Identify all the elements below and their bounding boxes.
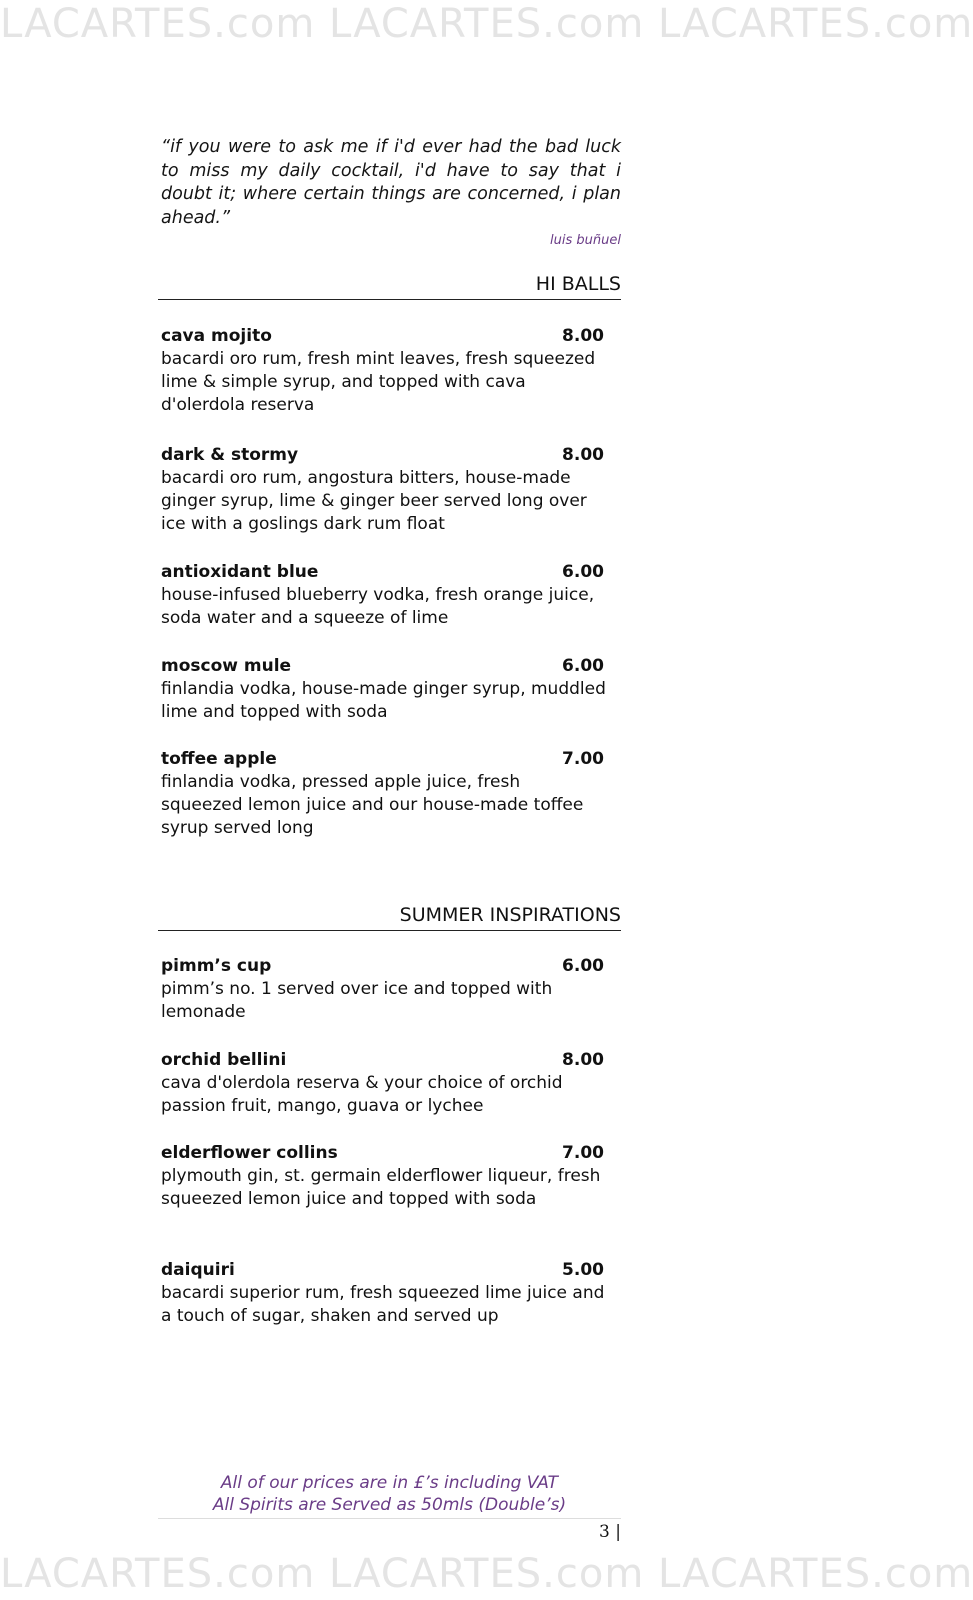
menu-item xyxy=(161,1259,606,1328)
item-price: 6.00 xyxy=(562,956,604,976)
menu-item xyxy=(161,1049,606,1118)
item-name: daiquiri xyxy=(161,1260,235,1280)
menu-item xyxy=(161,1142,606,1211)
item-name: orchid bellini xyxy=(161,1050,287,1070)
spirits-note: All Spirits are Served as 50mls (Double’s) xyxy=(212,1495,567,1515)
price-note: All of our prices are in £’s including VAT xyxy=(220,1473,559,1493)
page-number: 3 | xyxy=(599,1522,621,1542)
menu-item xyxy=(161,325,606,417)
item-description: bacardi superior rum, fresh squeezed lime juice and a touch of sugar, shaken and served up xyxy=(161,1283,605,1326)
watermark-top: LACARTES.com LACARTES.com LACARTES.com xyxy=(0,1,973,47)
menu-item xyxy=(161,955,606,1024)
footer-divider xyxy=(158,1518,621,1519)
item-description: bacardi oro rum, fresh mint leaves, fresh squeezed lime & simple syrup, and topped with cava d'olerdola reserva xyxy=(161,349,596,415)
item-price: 7.00 xyxy=(562,749,604,769)
watermark-bottom: LACARTES.com LACARTES.com LACARTES.com xyxy=(0,1551,973,1597)
item-name: elderflower collins xyxy=(161,1143,338,1163)
item-description: bacardi oro rum, angostura bitters, house-made ginger syrup, lime & ginger beer served long over ice with a goslings dark rum float xyxy=(161,468,587,534)
item-price: 8.00 xyxy=(562,1050,604,1070)
item-name: dark & stormy xyxy=(161,445,299,465)
item-name: toffee apple xyxy=(161,749,277,769)
quote-block xyxy=(161,136,621,248)
item-description: finlandia vodka, pressed apple juice, fresh squeezed lemon juice and our house-made toffee syrup served long xyxy=(161,772,584,838)
item-description: finlandia vodka, house-made ginger syrup, muddled lime and topped with soda xyxy=(161,679,606,722)
item-description: plymouth gin, st. germain elderflower liqueur, fresh squeezed lemon juice and topped with soda xyxy=(161,1166,601,1209)
item-price: 6.00 xyxy=(562,656,604,676)
item-price: 5.00 xyxy=(562,1260,604,1280)
item-name: cava mojito xyxy=(161,326,272,346)
section-title-hi-balls: HI BALLS xyxy=(158,272,621,300)
item-description: cava d'olerdola reserva & your choice of orchid passion fruit, mango, guava or lychee xyxy=(161,1073,563,1116)
menu-item xyxy=(161,561,606,630)
footer-note xyxy=(158,1472,621,1516)
item-price: 8.00 xyxy=(562,326,604,346)
menu-item xyxy=(161,748,606,840)
item-name: antioxidant blue xyxy=(161,562,319,582)
menu-item xyxy=(161,655,606,724)
item-name: moscow mule xyxy=(161,656,292,676)
menu-item xyxy=(161,444,606,536)
item-description: house-infused blueberry vodka, fresh orange juice, soda water and a squeeze of lime xyxy=(161,585,595,628)
quote-author: luis buñuel xyxy=(550,233,621,248)
item-price: 8.00 xyxy=(562,445,604,465)
quote-text: “if you were to ask me if i'd ever had the bad luck to miss my daily cocktail, i'd have to say that i doubt it; where certain things are concerned, i plan ahead.” xyxy=(161,137,621,228)
section-title-summer-inspirations: SUMMER INSPIRATIONS xyxy=(158,903,621,931)
item-description: pimm’s no. 1 served over ice and topped with lemonade xyxy=(161,979,553,1022)
item-name: pimm’s cup xyxy=(161,956,272,976)
item-price: 7.00 xyxy=(562,1143,604,1163)
item-price: 6.00 xyxy=(562,562,604,582)
